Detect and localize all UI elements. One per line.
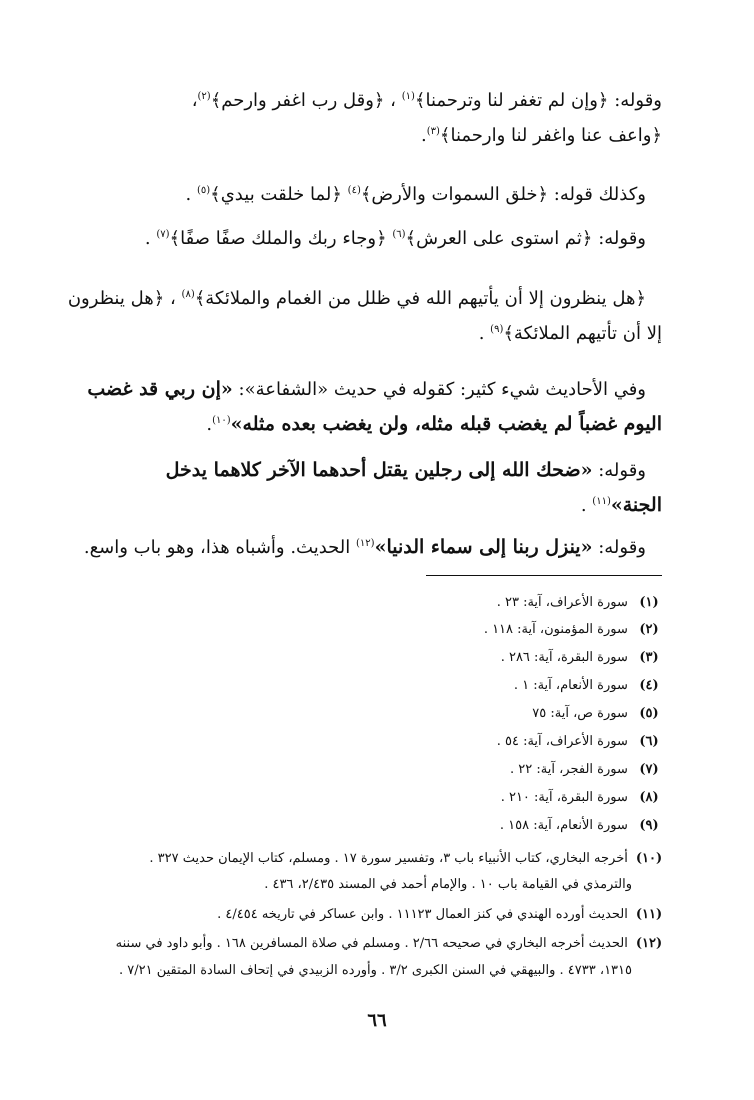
body-line: وفي الأحاديث شيء كثير: كقوله في حديث «الشفاعة»: «إن ربي قد غضب (87, 378, 646, 400)
footnote: (١٠) أخرجه البخاري، كتاب الأنبياء باب ٣، وتفسير سورة ١٧ . ومسلم، كتاب الإيمان حديث ٣٢٧ . (149, 851, 663, 866)
body-line: ﴿واعف عنا واغفر لنا وارحمنا﴾$^{(٣)}$. (420, 125, 662, 146)
footnote-separator (426, 575, 662, 576)
body-line: الجنة»$^{(١١)}$ . (580, 494, 662, 516)
page-number: ٦٦ (367, 1010, 387, 1031)
footnote: (٩) سورة الأنعام، آية: ١٥٨ . (499, 818, 659, 833)
footnote: (١١) الحديث أورده الهندي في كنز العمال ١١١٢٣ . وابن عساكر في تاريخه ٤/٤٥٤ . (217, 907, 663, 922)
body-line: اليوم غضباً لم يغضب قبله مثله، ولن يغضب بعده مثله»$^{(١٠)}$. (206, 413, 662, 435)
footnote: (٤) سورة الأنعام، آية: ١ . (513, 678, 659, 693)
body-line: وكذلك قوله: ﴿خلق السموات والأرض﴾$^{(٤)}$ ﴿لما خلقت بيدي﴾$^{(٥)}$ . (185, 184, 646, 205)
footnote: (١٢) الحديث أخرجه البخاري في صحيحه ٢/٦٦ . ومسلم في صلاة المسافرين ١٦٨ . وأبو داود في سننه (115, 936, 663, 951)
body-line: وقوله: ﴿وإن لم تغفر لنا وترحمنا﴾$^{(١)}$ ، ﴿وقل رب اغفر وارحم﴾$^{(٢)}$، (191, 90, 662, 111)
footnote: (٦) سورة الأعراف، آية: ٥٤ . (496, 734, 659, 749)
footnote: (٥) سورة ص، آية: ٧٥ (532, 706, 659, 721)
footnote: (١) سورة الأعراف، آية: ٢٣ . (496, 595, 659, 610)
footnote-continuation: ١٣١٥، ٤٧٣٣ . والبيهقي في السنن الكبرى ٣/٢ . وأورده الزبيدي في إتحاف السادة المتقين ٧/٢١ . (118, 963, 632, 978)
footnote: (٨) سورة البقرة، آية: ٢١٠ . (500, 790, 659, 805)
footnote-continuation: والترمذي في القيامة باب ١٠ . والإمام أحمد في المسند ٢/٤٣٥، ٤٣٦ . (264, 877, 632, 892)
body-line: وقوله: «ضحك الله إلى رجلين يقتل أحدهما الآخر كلاهما يدخل (165, 459, 646, 481)
body-line: ﴿هل ينظرون إلا أن يأتيهم الله في ظلل من الغمام والملائكة﴾$^{(٨)}$ ، ﴿هل ينظرون (67, 288, 646, 309)
body-line: وقوله: ﴿ثم استوى على العرش﴾$^{(٦)}$ ﴿وجاء ربك والملك صفًا صفًا﴾$^{(٧)}$ . (144, 228, 646, 249)
footnote: (٧) سورة الفجر، آية: ٢٢ . (510, 762, 659, 777)
body-line: وقوله: «ينزل ربنا إلى سماء الدنيا»$^{(١٢)}$ الحديث. وأشباه هذا، وهو باب واسع. (83, 536, 646, 558)
footnote: (٢) سورة المؤمنون، آية: ١١٨ . (483, 622, 659, 637)
body-line: إلا أن تأتيهم الملائكة﴾$^{(٩)}$ . (478, 323, 662, 344)
footnote: (٣) سورة البقرة، آية: ٢٨٦ . (500, 650, 659, 665)
